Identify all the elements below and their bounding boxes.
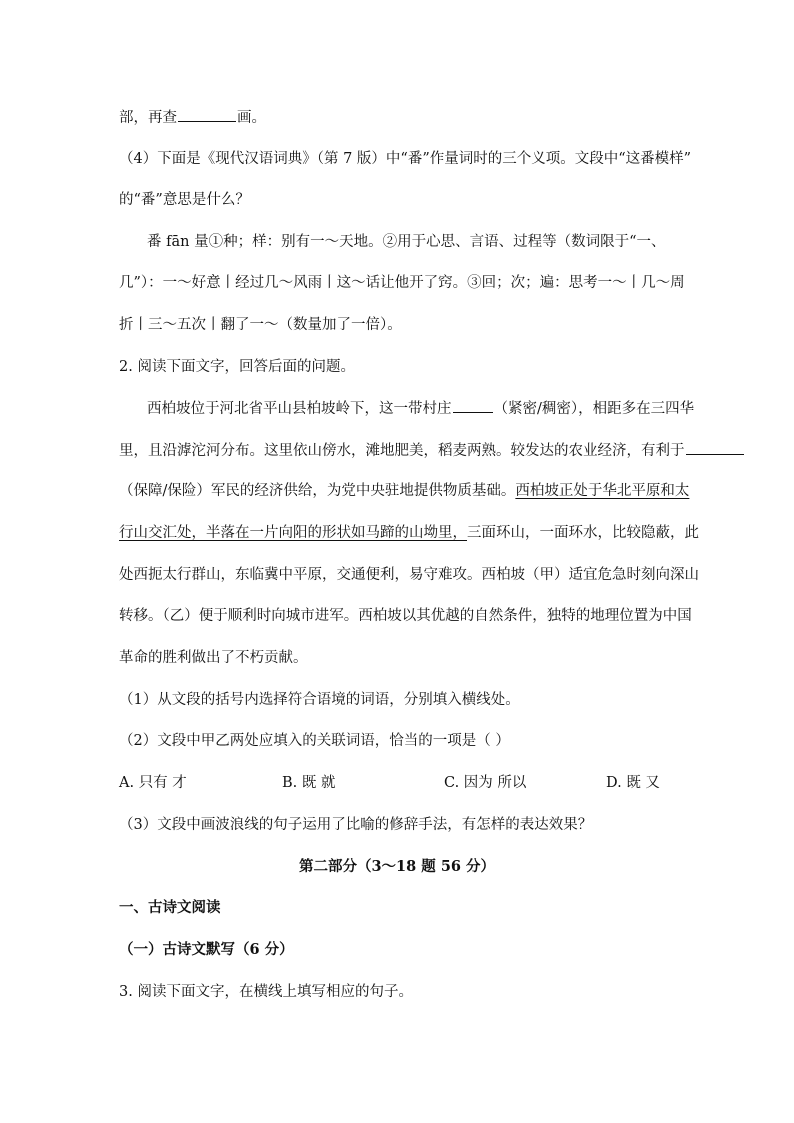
q1-sub4-line2: 的“番”意思是什么？ <box>119 192 250 208</box>
dictionary-entry-line1: 番 fān 量①种；样：别有一～天地。②用于心思、言语、过程等（数词限于“一、 <box>147 234 666 250</box>
wavy-underlined-sentence: 行山交汇处，半落在一片向阳的形状如马蹄的山坳里， <box>119 525 467 541</box>
q2-heading: 2. 阅读下面文字，回答后面的问题。 <box>119 359 355 375</box>
q2-passage-line1 <box>147 398 694 419</box>
option-b: B. 既 就 <box>282 775 336 791</box>
q2-passage-line4 <box>119 523 699 543</box>
text: 画。 <box>237 110 266 126</box>
text: （保障/保险）军民的经济供给，为党中央驻地提供物质基础。 <box>119 483 516 499</box>
answer-blank <box>453 398 493 413</box>
part-two-title: 第二部分（3～18 题 56 分） <box>298 858 496 875</box>
section-heading: 一、古诗文阅读 <box>119 899 221 916</box>
q2-sub1: （1）从文段的括号内选择符合语境的词语，分别填入横线处。 <box>119 692 520 708</box>
q3-prompt: 3. 阅读下面文字，在横线上填写相应的句子。 <box>119 984 413 1000</box>
subsection-heading: （一）古诗文默写（6 分） <box>119 941 294 958</box>
q2-passage-line7: 革命的胜利做出了不朽贡献。 <box>119 650 308 666</box>
option-d: D. 既 又 <box>606 775 660 791</box>
option-a: A. 只有 才 <box>119 775 187 791</box>
q2-passage-line2 <box>119 440 745 461</box>
q1-line-radical <box>119 107 266 128</box>
q1-sub4-line1: （4）下面是《现代汉语词典》（第 7 版）中“番”作量词时的三个义项。文段中“这番模样” <box>119 151 692 167</box>
q2-passage-line3 <box>119 481 689 501</box>
q2-passage-line5: 处西扼太行群山，东临冀中平原，交通便利，易守难攻。西柏坡（甲）适宜危急时刻向深山 <box>119 567 699 583</box>
dictionary-entry-line2: 几”）：一～好意丨经过几～风雨丨这～话让他开了窍。③回；次；遍：思考一～丨几～周 <box>119 275 685 291</box>
text: 里，且沿滹沱河分布。这里依山傍水，滩地肥美，稻麦两熟。较发达的农业经济，有利于 <box>119 443 685 459</box>
q2-sub2: （2）文段中甲乙两处应填入的关联词语，恰当的一项是（ ） <box>119 733 510 749</box>
answer-blank <box>178 107 236 122</box>
q2-sub3: （3）文段中画波浪线的句子运用了比喻的修辞手法，有怎样的表达效果？ <box>119 817 593 833</box>
answer-blank <box>686 440 744 455</box>
text: 部，再查 <box>119 110 177 126</box>
text: 西柏坡位于河北省平山县柏坡岭下，这一带村庄 <box>147 401 452 417</box>
text: （紧密/稠密），相距多在三四华 <box>493 401 695 417</box>
q2-passage-line6: 转移。（乙）便于顺利时向城市进军。西柏坡以其优越的自然条件，独特的地理位置为中国 <box>119 608 692 624</box>
wavy-underlined-sentence: 西柏坡正处于华北平原和太 <box>515 483 690 499</box>
dictionary-entry-line3: 折丨三～五次丨翻了一～（数量加了一倍）。 <box>119 317 402 333</box>
text: 三面环山，一面环水，比较隐蔽，此 <box>467 525 699 541</box>
option-c: C. 因为 所以 <box>444 775 527 791</box>
